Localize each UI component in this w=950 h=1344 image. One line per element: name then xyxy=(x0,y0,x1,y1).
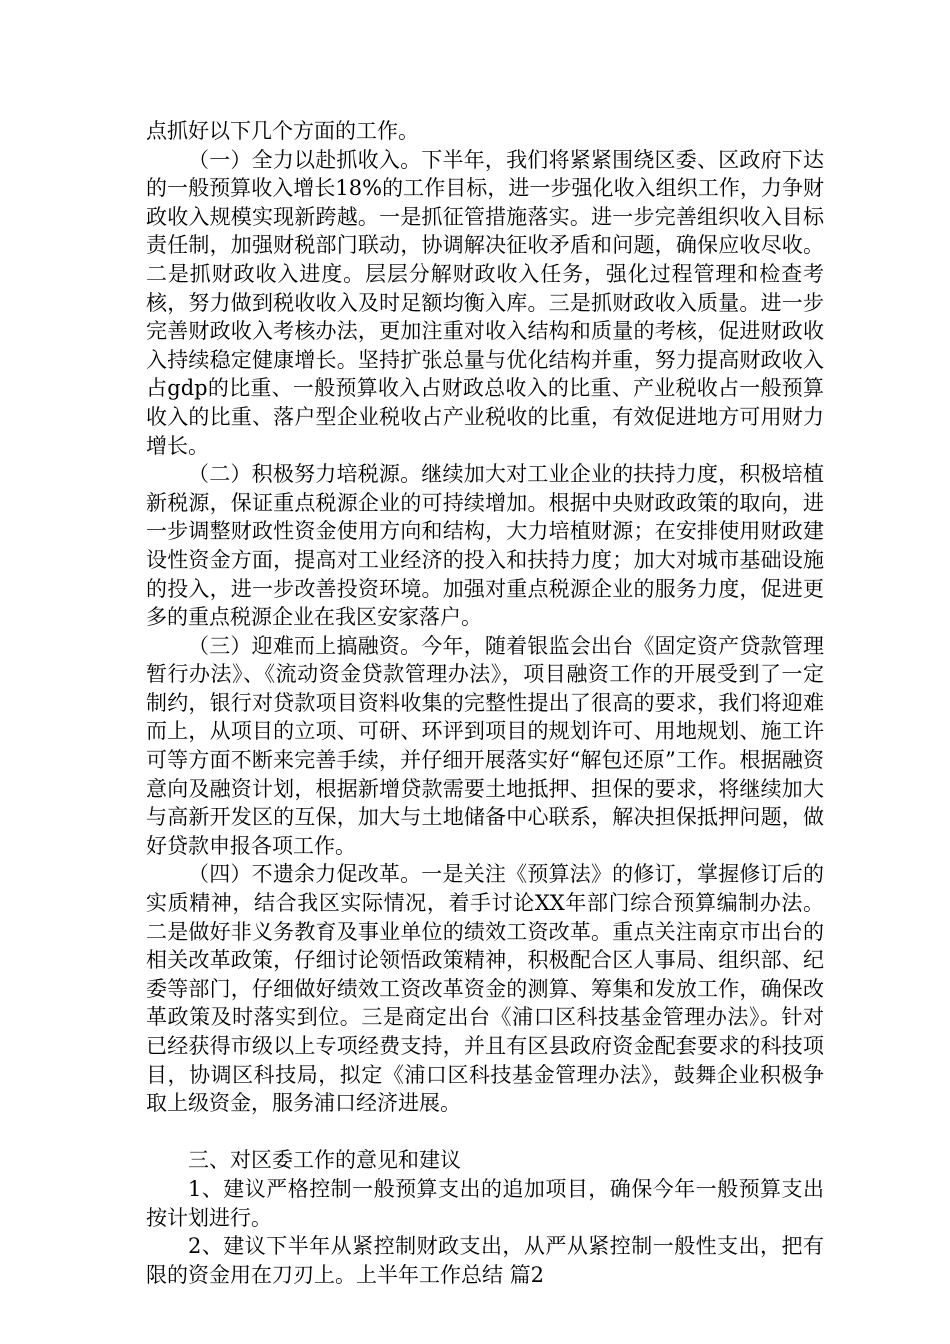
suggestion-item-2: 2、建议下半年从紧控制财政支出，从严从紧控制一般性支出，把有限的资金用在刀刃上。上半年工作总结 篇2 xyxy=(146,1234,824,1287)
section-heading: 三、对区委工作的意见和建议 xyxy=(188,1148,461,1173)
paragraph-financing: （三）迎难而上搞融资。今年，随着银监会出台《固定资产贷款管理暂行办法》、《流动资金贷款管理办法》，项目融资工作的开展受到了一定制约，银行对贷款项目资料收集的完整性提出了很高的要求，我们将迎难而上，从项目的立项、可研、环评到项目的规划许可、用地规划、施工许可等方面不断来完善手续，并仔细开展落实好“解包还原”工作。根据融资意向及融资计划，根据新增贷款需要土地抵押、担保的要求，将继续加大与高新开发区的互保，加大与土地储备中心联系，解决担保抵押问题，做好贷款申报各项工作。 xyxy=(146,633,824,858)
paragraph-intro: 点抓好以下几个方面的工作。 xyxy=(146,119,419,143)
suggestion-item-1: 1、建议严格控制一般预算支出的追加项目，确保今年一般预算支出按计划进行。 xyxy=(146,1176,824,1230)
paragraph-reform: （四）不遗余力促改革。一是关注《预算法》的修订，掌握修订后的实质精神，结合我区实际情况，着手讨论XX年部门综合预算编制办法。二是做好非义务教育及事业单位的绩效工资改革。重点关注南京市出台的相关改革政策，仔细讨论领悟政策精神，积极配合区人事局、组织部、纪委等部门，仔细做好绩效工资改革资金的测算、筹集和发放工作，确保改革政策及时落实到位。三是商定出台《浦口区科技基金管理办法》。针对已经获得市级以上专项经费支持，并且有区县政府资金配套要求的科技项目，协调区科技局，拟定《浦口区科技基金管理办法》，鼓舞企业积极争取上级资金，服务浦口经济进展。 xyxy=(146,862,824,1116)
blank-line xyxy=(146,1118,824,1147)
document-body xyxy=(146,117,824,1289)
paragraph-revenue: （一）全力以赴抓收入。下半年，我们将紧紧围绕区委、区政府下达的一般预算收入增长18%的工作目标，进一步强化收入组织工作，力争财政收入规模实现新跨越。一是抓征管措施落实。进一步完善组织收入目标责任制，加强财税部门联动，协调解决征收矛盾和问题，确保应收尽收。二是抓财政收入进度。层层分解财政收入任务，强化过程管理和检查考核，努力做到税收收入及时足额均衡入库。三是抓财政收入质量。进一步完善财政收入考核办法，更加注重对收入结构和质量的考核，促进财政收入持续稳定健康增长。坚持扩张总量与优化结构并重，努力提高财政收入占gdp的比重、一般预算收入占财政总收入的比重、产业税收占一般预算收入的比重、落户型企业税收占产业税收的比重，有效促进地方可用财力增长。 xyxy=(146,147,824,458)
paragraph-tax-source: （二）积极努力培税源。继续加大对工业企业的扶持力度，积极培植新税源，保证重点税源企业的可持续增加。根据中央财政政策的取向，进一步调整财政性资金使用方向和结构，大力培植财源；在安排使用财政建设性资金方面，提高对工业经济的投入和扶持力度；加大对城市基础设施的投入，进一步改善投资环境。加强对重点税源企业的服务力度，促进更多的重点税源企业在我区安家落户。 xyxy=(146,462,824,630)
